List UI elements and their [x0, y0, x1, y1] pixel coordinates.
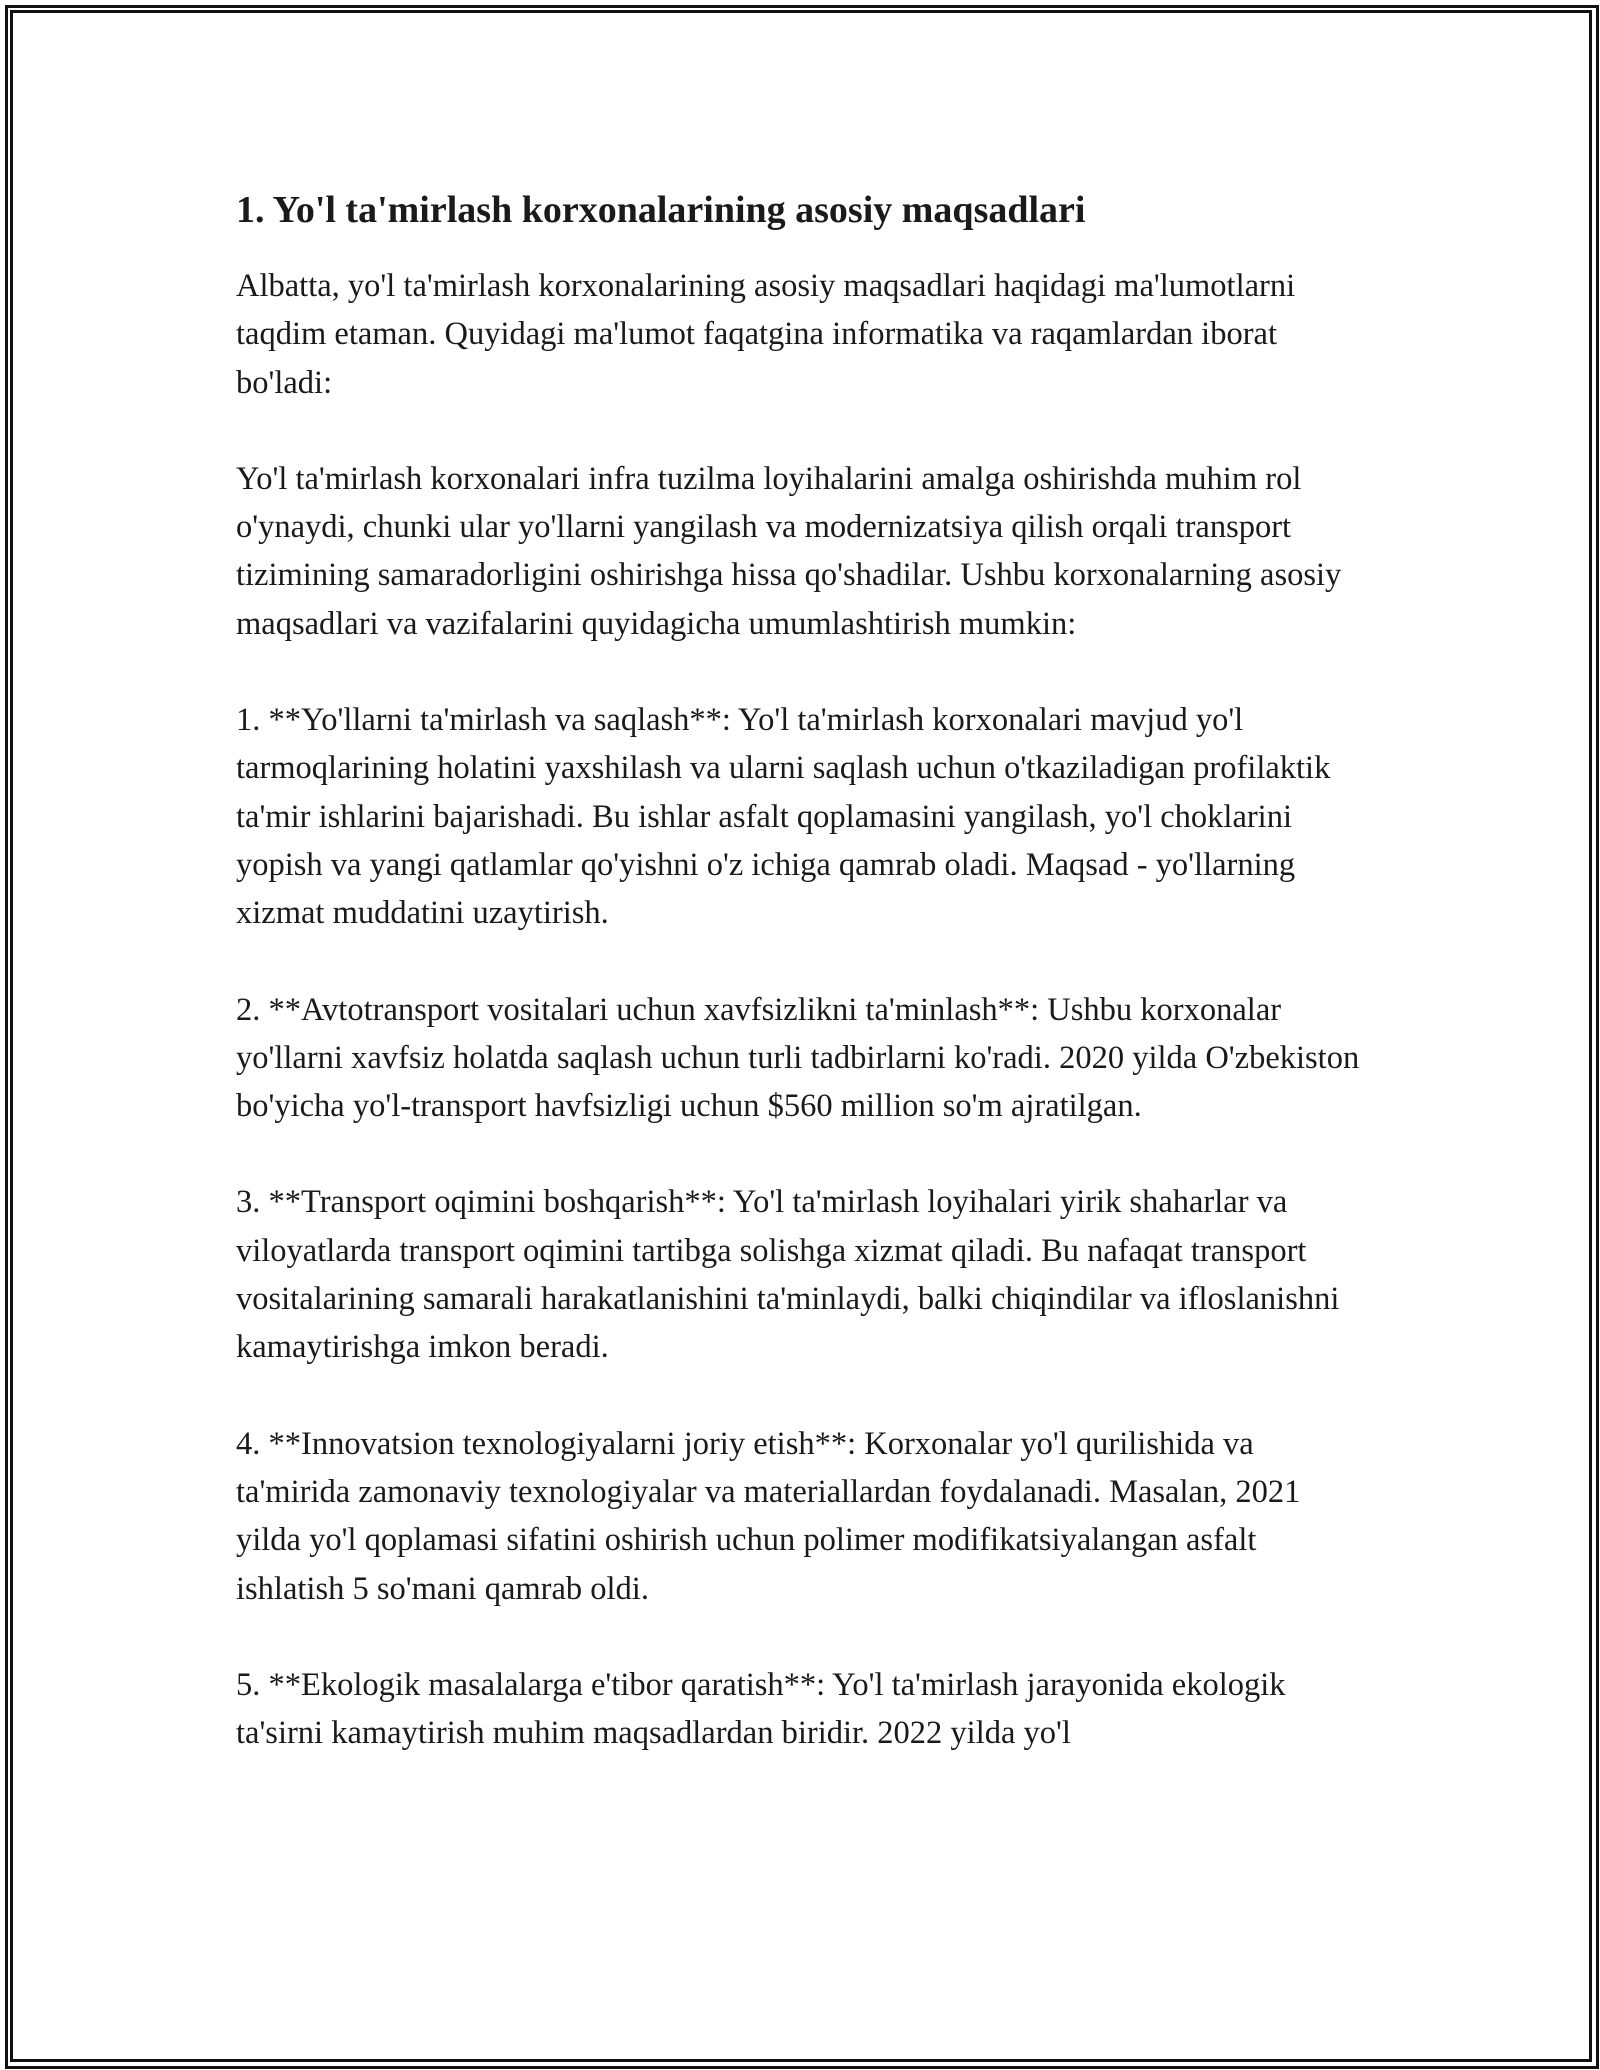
- list-item-road-repair: 1. **Yo'llarni ta'mirlash va saqlash**: Yo'l ta'mirlash korxonalari mavjud yo'l tarmoqlarining holatini yaxshilash va ularni saqlash uchun o'tkaziladigan profilaktik ta'mir ishlarini bajarishadi. Bu ishlar asfalt qoplamasini yangilash, yo'l choklarini yopish va yangi qatlamlar qo'yishni o'z ichiga qamrab oladi. Maqsad - yo'llarning xizmat muddatini uzaytirish.: [236, 702, 1331, 932]
- list-item-ecology: 5. **Ekologik masalalarga e'tibor qaratish**: Yo'l ta'mirlash jarayonida ekologik ta'sirni kamaytirish muhim maqsadlardan biridir. 2022 yilda yo'l: [236, 1666, 1286, 1752]
- overview-paragraph: Yo'l ta'mirlash korxonalari infra tuzilma loyihalarini amalga oshirishda muhim rol o'ynaydi, chunki ular yo'llarni yangilash va modernizatsiya qilish orqali transport tizimining samaradorligini oshirishga hissa qo'shadilar. Ushbu korxonalarning asosiy maqsadlari va vazifalarini quyidagicha umumlashtirish mumkin:: [236, 460, 1342, 642]
- list-item-vehicle-safety: 2. **Avtotransport vositalari uchun xavfsizlikni ta'minlash**: Ushbu korxonalar yo'llarni xavfsiz holatda saqlash uchun turli tadbirlarni ko'radi. 2020 yilda O'zbekiston bo'yicha yo'l-transport havfsizligi uchun $560 million so'm ajratilgan.: [236, 991, 1360, 1125]
- list-item-innovative-technologies: 4. **Innovatsion texnologiyalarni joriy etish**: Korxonalar yo'l qurilishida va ta'mirida zamonaviy texnologiyalar va materiallardan foydalanadi. Masalan, 2021 yilda yo'l qoplamasi sifatini oshirish uchun polimer modifikatsiyalangan asfalt ishlatish 5 so'mani qamrab oldi.: [236, 1425, 1301, 1607]
- list-item-traffic-management: 3. **Transport oqimini boshqarish**: Yo'l ta'mirlash loyihalari yirik shaharlar va viloyatlarda transport oqimini tartibga solishga xizmat qiladi. Bu nafaqat transport vositalarining samarali harakatlanishini ta'minlaydi, balki chiqindilar va ifloslanishni kamaytirishga imkon beradi.: [236, 1184, 1340, 1366]
- document-body: [236, 186, 1366, 1805]
- intro-paragraph: Albatta, yo'l ta'mirlash korxonalarining asosiy maqsadlari haqidagi ma'lumotlarni taqdim etaman. Quyidagi ma'lumot faqatgina informatika va raqamlardan iborat bo'ladi:: [236, 268, 1296, 401]
- document-title: 1. Yo'l ta'mirlash korxonalarining asosiy maqsadlari: [236, 189, 1086, 231]
